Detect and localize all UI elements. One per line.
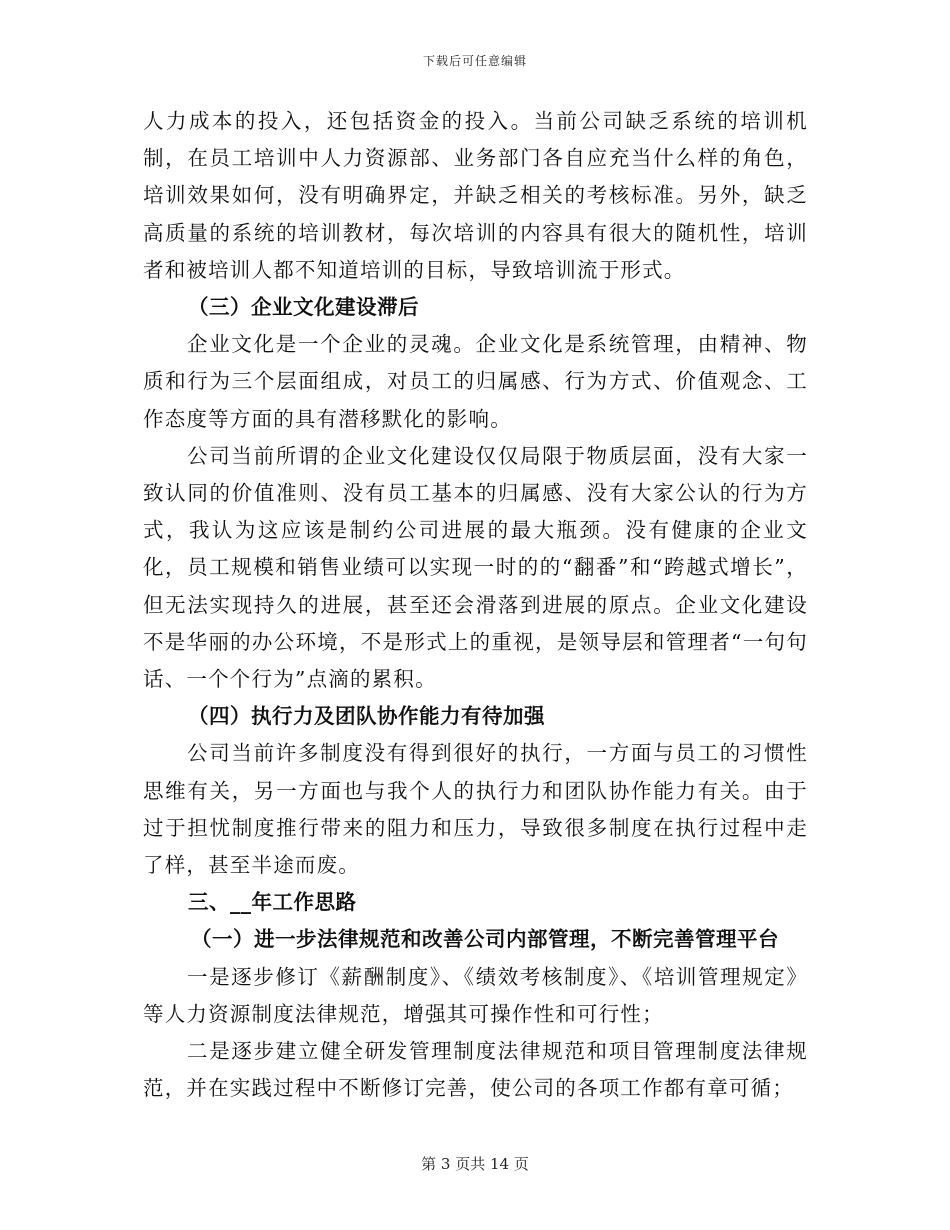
document-body bbox=[143, 103, 808, 1107]
page-footer: 第 3 页共 14 页 bbox=[421, 1155, 529, 1173]
body-paragraph: 二是逐步建立健全研发管理制度法律规范和项目管理制度法律规范，并在实践过程中不断修订完善，使公司的各项工作都有章可循； bbox=[143, 1039, 808, 1101]
page-header: 下载后可任意编辑 bbox=[422, 54, 527, 68]
body-paragraph: 公司当前许多制度没有得到很好的执行，一方面与员工的习惯性思维有关，另一方面也与我个人的执行力和团队协作能力有关。由于过于担忧制度推行带来的阻力和压力，导致很多制度在执行过程中走了样，甚至半途而废。 bbox=[143, 741, 808, 878]
body-paragraph: 一是逐步修订《薪酬制度》、《绩效考核制度》、《培训管理规定》等人力资源制度法律规范，增强其可操作性和可行性； bbox=[143, 964, 808, 1026]
body-paragraph: 人力成本的投入，还包括资金的投入。当前公司缺乏系统的培训机制，在员工培训中人力资源部、业务部门各自应充当什么样的角色，培训效果如何，没有明确界定，并缺乏相关的考核标准。另外，缺乏高质量的系统的培训教材，每次培训的内容具有很大的随机性，培训者和被培训人都不知道培训的目标，导致培训流于形式。 bbox=[143, 109, 808, 282]
body-paragraph: 企业文化是一个企业的灵魂。企业文化是系统管理，由精神、物质和行为三个层面组成，对员工的归属感、行为方式、价值观念、工作态度等方面的具有潜移默化的影响。 bbox=[143, 332, 808, 431]
section-heading: （三）企业文化建设滞后 bbox=[188, 295, 419, 320]
section-heading: （四）执行力及团队协作能力有待加强 bbox=[188, 704, 545, 729]
body-paragraph: 公司当前所谓的企业文化建设仅仅局限于物质层面，没有大家一致认同的价值准则、没有员工基本的归属感、没有大家公认的行为方式，我认为这应该是制约公司进展的最大瓶颈。没有健康的企业文化，员工规模和销售业绩可以实现一时的的“翻番”和“跨越式增长”，但无法实现持久的进展，甚至还会滑落到进展的原点。企业文化建设不是华丽的办公环境，不是形式上的重视，是领导层和管理者“一句句话、一个个行为”点滴的累积。 bbox=[143, 443, 808, 692]
section-heading: （一）进一步法律规范和改善公司内部管理，不断完善管理平台 bbox=[191, 927, 779, 952]
chapter-heading: 三、__年工作思路 bbox=[188, 890, 357, 915]
